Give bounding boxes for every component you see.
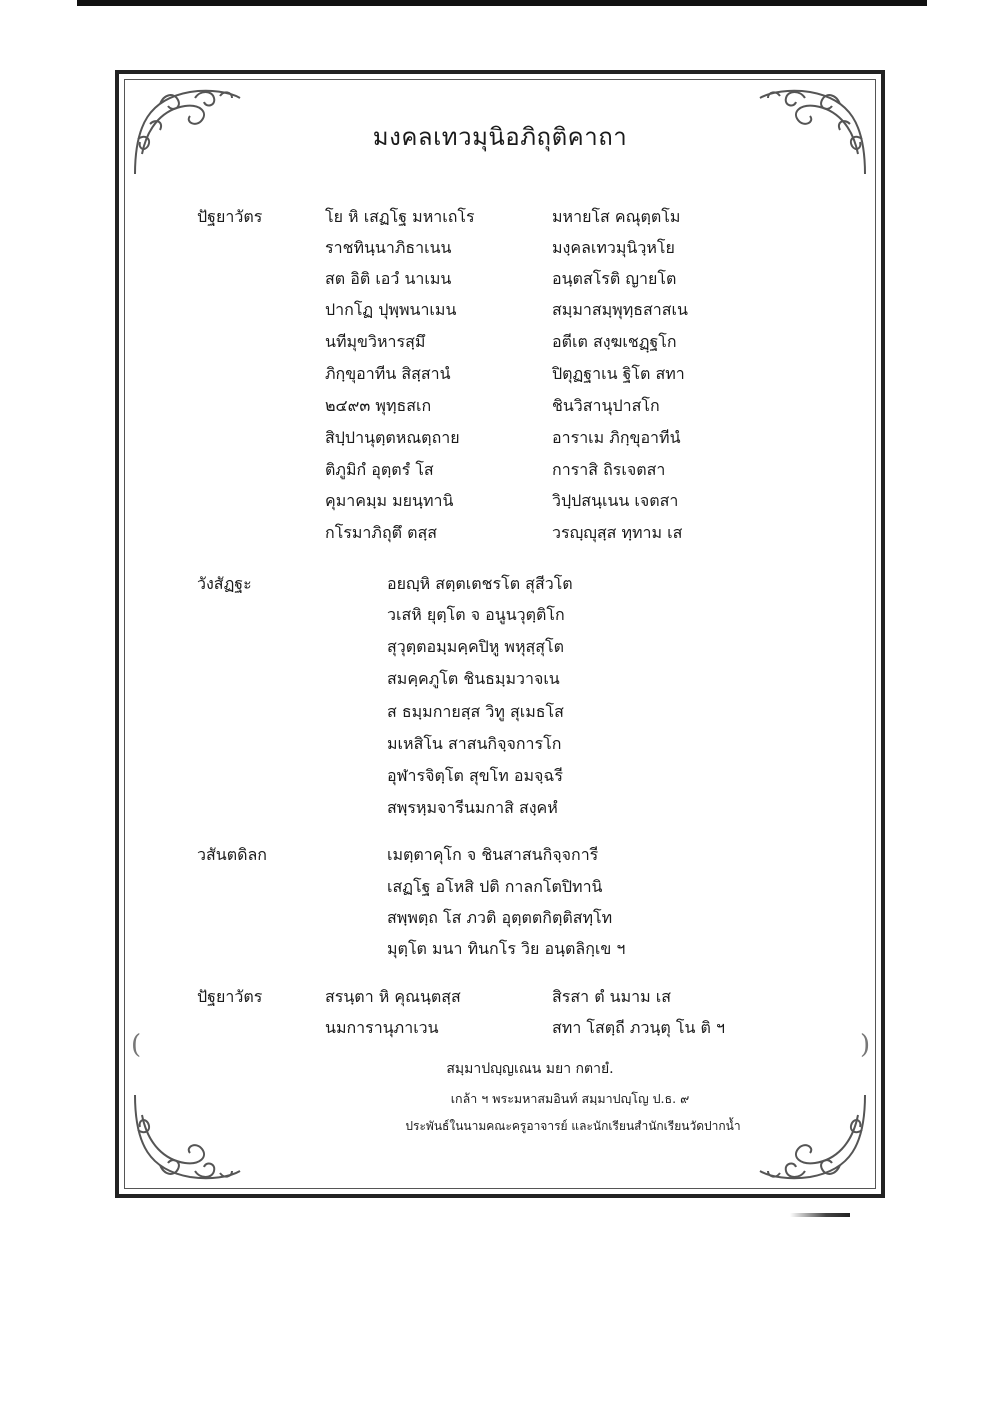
side-bracket-right-icon: ) xyxy=(860,1030,871,1060)
page-title: มงคลเทวมุนิอภิถุติคาถา xyxy=(372,123,628,151)
corner-ornament-icon xyxy=(130,84,245,179)
verse-line: สรนฺตา หิ คุณนฺตสฺส xyxy=(325,987,461,1006)
corner-ornament-icon xyxy=(755,1090,870,1185)
section-label: ปัฐยาวัตร xyxy=(197,987,263,1006)
verse-line: วิปฺปสนฺเนน เจตสา xyxy=(552,491,679,510)
verse-line: วเสหิ ยุตฺโต จ อนูนวุตฺติโก xyxy=(387,605,565,624)
verse-line: อนฺตสโรติ ญายโต xyxy=(552,269,677,288)
verse-line: ปิตุฏฐาเน ฐิโต สทา xyxy=(552,364,685,383)
verse-line: สทา โสตฺถี ภวนฺตุ โน ติ ฯ xyxy=(552,1018,725,1037)
verse-line: ส ธมฺมกายสฺส วิทู สุเมธโส xyxy=(387,702,564,721)
verse-line: สพฺรหฺมจารีนมกาสิ สงฺคหํ xyxy=(387,798,558,817)
verse-line: สพฺพตฺถ โส ภวติ อุตฺตตกิตฺติสทฺโท xyxy=(387,908,613,927)
verse-line: เสฏโฐ อโหสิ ปติ กาลกโตปิทานิ xyxy=(387,877,603,896)
footer-dedication-line: ประพันธ์ในนามคณะครูอาจารย์ และนักเรียนสำนักเรียนวัดปากน้ำ xyxy=(405,1119,741,1133)
verse-line: สิปฺปานุตฺตหณตฺถาย xyxy=(325,428,460,447)
verse-line: นทีมุขวิหารสฺมึ xyxy=(325,332,426,351)
verse-line: ชินวิสานุปาสโก xyxy=(552,396,660,415)
verse-line: ๒๔๙๓ พุทฺธสเก xyxy=(325,396,432,415)
verse-line: กโรมาภิถุตึ ตสฺส xyxy=(325,523,438,542)
verse-line: อุฬารจิตฺโต สุขโท อมจฺฉรี xyxy=(387,766,563,785)
section-label: ปัฐยาวัตร xyxy=(197,207,263,226)
verse-line: ราชทินฺนาภิธาเนน xyxy=(325,238,452,257)
scan-top-edge xyxy=(77,0,927,6)
verse-line: เมตฺตาคุโก จ ชินสาสนกิจฺจการี xyxy=(387,845,599,864)
verse-line: โย หิ เสฏโฐ มหาเถโร xyxy=(325,207,475,226)
verse-line: วรญฺญุสฺส ทฺทาม เส xyxy=(552,523,683,542)
verse-line: มงฺคลเทวมุนิวฺหโย xyxy=(552,238,675,257)
verse-line: ภิกฺขุอาทีน สิสฺสานํ xyxy=(325,364,451,383)
verse-line: สมคฺคภูโต ชินธมฺมวาจเน xyxy=(387,669,560,688)
verse-line: การาสิ ถิรเจตสา xyxy=(552,460,666,479)
verse-line: สต อิติ เอวํ นาเมน xyxy=(325,269,452,288)
verse-line: สิรสา ตํ นมาม เส xyxy=(552,987,672,1006)
verse-line: สุวุตฺตอมฺมคฺคปิหู พหุสฺสุโต xyxy=(387,637,565,656)
verse-line: อยญฺหิ สตฺตเตชรโต สุสีวโต xyxy=(387,574,573,593)
verse-line: อาราเม ภิกฺขุอาทีนํ xyxy=(552,428,681,447)
footer-composer-line: สมฺมาปญฺญเณน มยา กตายํ. xyxy=(446,1061,614,1077)
footer-author-line: เกล้า ฯ พระมหาสมอินท์ สมฺมาปญฺโญ ป.ธ. ๙ xyxy=(450,1091,690,1106)
scan-mark xyxy=(790,1213,850,1217)
section-label: วังสัฏฐะ xyxy=(197,574,252,593)
page-border-inner xyxy=(124,79,876,1189)
corner-ornament-icon xyxy=(755,84,870,179)
side-bracket-left-icon: ( xyxy=(131,1030,142,1060)
verse-line: คุมาคมฺม มยนฺทานิ xyxy=(325,491,454,510)
verse-line: ติภูมิกํ อุตฺตรํ โส xyxy=(325,460,434,479)
section-label: วสันตดิลก xyxy=(197,845,267,864)
verse-line: มเหสิโน สาสนกิจฺจการโก xyxy=(387,734,562,753)
verse-line: มหายโส คณุตฺตโม xyxy=(552,207,681,226)
verse-line: สมฺมาสมฺพุทฺธสาสเน xyxy=(552,300,688,319)
verse-line: ปากโฏ ปุพฺพนาเมน xyxy=(325,300,457,319)
corner-ornament-icon xyxy=(130,1090,245,1185)
verse-line: นมการานุภาเวน xyxy=(325,1018,439,1037)
verse-line: มุตฺโต มนา ทินกโร วิย อนฺตลิกฺเข ฯ xyxy=(387,939,626,958)
verse-line: อตีเต สงฺฆเชฏฺฐโก xyxy=(552,332,677,351)
